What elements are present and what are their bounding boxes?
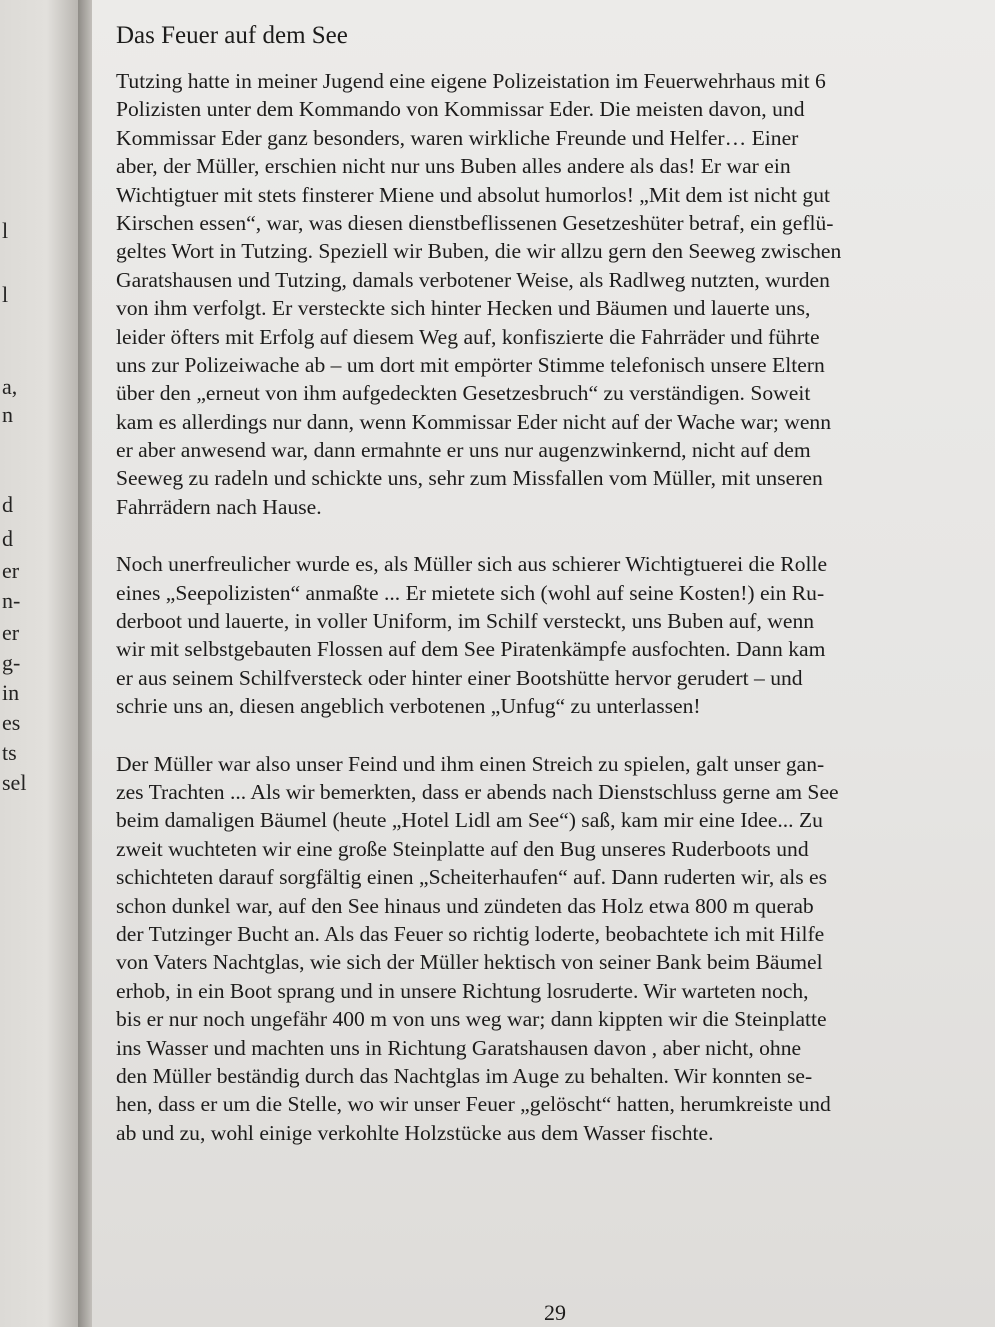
left-page-fragment: er — [2, 620, 20, 645]
text-line: Kirschen essen“, war, was diesen dienstbeflissenen Gesetzeshüter betraf, ein geflü- — [116, 210, 834, 235]
text-line: Polizisten unter dem Kommando von Kommissar Eder. Die meisten davon, und — [116, 97, 805, 122]
text-line: der Tutzinger Bucht an. Als das Feuer so richtig loderte, beobachtete ich mit Hilfe — [116, 921, 825, 946]
text-line: beim damaligen Bäumel (heute „Hotel Lidl am See“) saß, kam mir eine Idee... Zu — [116, 808, 823, 833]
text-line: Fahrrädern nach Hause. — [116, 494, 322, 519]
text-line: uns zur Polizeiwache ab – um dort mit empörter Stimme telefonisch unsere Eltern — [116, 352, 825, 377]
text-line: Kommissar Eder ganz besonders, waren wirkliche Freunde und Helfer… Einer — [116, 125, 799, 150]
text-line: über den „erneut von ihm aufgedeckten Gesetzesbruch“ zu verständigen. Soweit — [116, 381, 811, 406]
left-page-fragment: in — [2, 680, 20, 705]
page-number: 29 — [544, 1300, 566, 1325]
text-line: erhob, in ein Boot sprang und in unsere Richtung losruderte. Wir warteten noch, — [116, 978, 809, 1003]
text-line: zweit wuchteten wir eine große Steinplatte auf den Bug unseres Ruderboots und — [116, 836, 809, 861]
left-page-fragment: n — [2, 402, 13, 427]
left-page-fragment: l — [2, 218, 9, 243]
text-line: ins Wasser und machten uns in Richtung Garatshausen davon , aber nicht, ohne — [116, 1035, 802, 1060]
left-page-fragment: d — [2, 492, 13, 517]
book-page — [92, 0, 995, 1327]
text-line: Der Müller war also unser Feind und ihm einen Streich zu spielen, galt unser gan- — [116, 751, 825, 776]
left-page — [0, 0, 78, 1327]
left-page-fragment: d — [2, 526, 13, 551]
chapter-title: Das Feuer auf dem See — [116, 22, 348, 49]
text-line: aber, der Müller, erschien nicht nur uns Buben alles andere als das! Er war ein — [116, 154, 791, 179]
book-gutter — [78, 0, 92, 1327]
left-page-fragment: a, — [2, 374, 18, 399]
left-page-fragment: es — [2, 710, 21, 735]
text-line: Seeweg zu radeln und schickte uns, sehr zum Missfallen vom Müller, mit unseren — [116, 466, 823, 491]
left-page-fragment: er — [2, 558, 20, 583]
text-line: er aber anwesend war, dann ermahnte er uns nur augenzwinkernd, nicht auf dem — [116, 438, 811, 463]
text-line: schon dunkel war, auf den See hinaus und zündeten das Holz etwa 800 m querab — [116, 893, 814, 918]
text-line: wir mit selbstgebauten Flossen auf dem See Piratenkämpfe ausfochten. Dann kam — [116, 637, 826, 662]
text-line: schichteten darauf sorgfältig einen „Scheiterhaufen“ auf. Dann ruderten wir, als es — [116, 865, 828, 890]
paragraph — [116, 550, 946, 720]
page-content — [116, 22, 946, 1147]
text-line: er aus seinem Schilfversteck oder hinter einer Bootshütte hervor gerudert – und — [116, 665, 803, 690]
left-page-fragment: g- — [2, 650, 21, 675]
left-page-fragment: sel — [2, 770, 27, 795]
text-line: zes Trachten ... Als wir bemerkten, dass er abends nach Dienstschluss gerne am See — [116, 779, 839, 804]
text-line: hen, dass er um die Stelle, wo wir unser Feuer „gelöscht“ hatten, herumkreiste und — [116, 1092, 831, 1117]
text-line: derboot und lauerte, in voller Uniform, im Schilf versteckt, uns Buben auf, wenn — [116, 609, 815, 634]
left-page-fragment: ts — [2, 740, 17, 765]
text-line: Garatshausen und Tutzing, damals verbotener Weise, als Radlweg nutzten, wurden — [116, 267, 830, 292]
left-page-fragment: l — [2, 282, 9, 307]
paragraph — [116, 67, 946, 521]
text-line: Noch unerfreulicher wurde es, als Müller sich aus schierer Wichtigtuerei die Rolle — [116, 552, 828, 577]
text-line: ab und zu, wohl einige verkohlte Holzstücke aus dem Wasser fischte. — [116, 1120, 714, 1145]
text-line: geltes Wort in Tutzing. Speziell wir Buben, die wir allzu gern den Seeweg zwischen — [116, 239, 842, 264]
text-line: bis er nur noch ungefähr 400 m von uns weg war; dann kippten wir die Steinplatte — [116, 1007, 827, 1032]
text-line: leider öfters mit Erfolg auf diesem Weg auf, konfiszierte die Fahrräder und führte — [116, 324, 820, 349]
text-line: eines „Seepolizisten“ anmaßte ... Er mietete sich (wohl auf seine Kosten!) ein Ru- — [116, 580, 825, 605]
text-line: von Vaters Nachtglas, wie sich der Müller hektisch von seiner Bank beim Bäumel — [116, 950, 823, 975]
left-page-fragment: n- — [2, 588, 21, 613]
text-line: den Müller beständig durch das Nachtglas im Auge zu behalten. Wir konnten se- — [116, 1063, 813, 1088]
text-line: kam es allerdings nur dann, wenn Kommissar Eder nicht auf der Wache war; wenn — [116, 409, 832, 434]
text-line: Tutzing hatte in meiner Jugend eine eigene Polizeistation im Feuerwehrhaus mit 6 — [116, 69, 826, 93]
paragraph — [116, 750, 946, 1147]
text-line: Wichtigtuer mit stets finsterer Miene und absolut humorlos! „Mit dem ist nicht gut — [116, 182, 831, 207]
text-line: schrie uns an, diesen angeblich verbotenen „Unfug“ zu unterlassen! — [116, 694, 701, 719]
text-line: von ihm verfolgt. Er versteckte sich hinter Hecken und Bäumen und lauerte uns, — [116, 296, 811, 321]
